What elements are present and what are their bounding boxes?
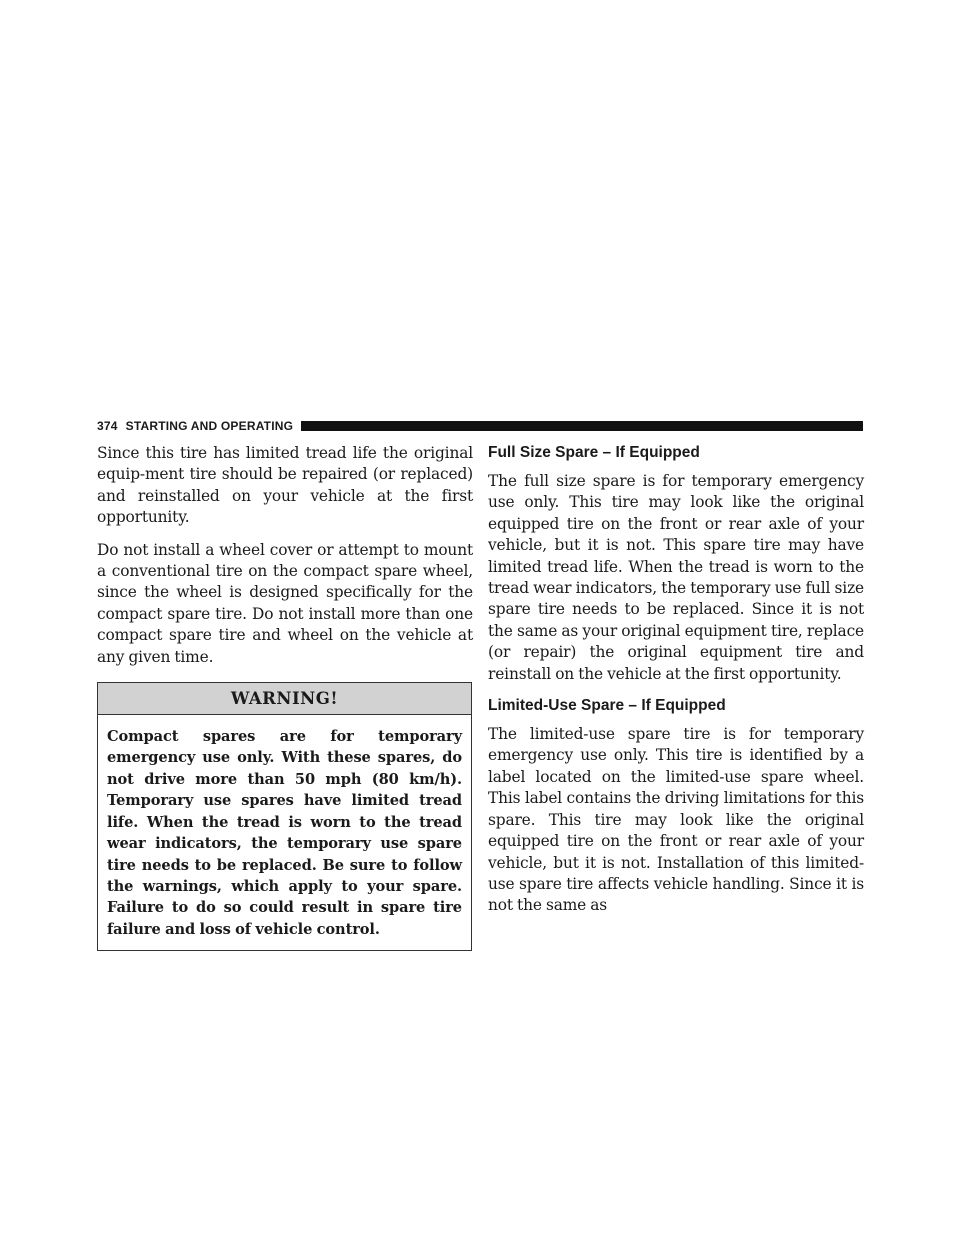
full-size-spare-heading: Full Size Spare – If Equipped	[488, 444, 700, 461]
section-title: STARTING AND OPERATING	[125, 419, 294, 433]
paragraph-limited-tread-life: Since this tire has limited tread life the original equip-ment tire should be repaired (or replaced) and reinstalled on your vehicle at the first opportunity.	[97, 444, 473, 527]
warning-text: Compact spares are for temporary emergency use only. With these spares, do not drive more than 50 mph (80 km/h). Temporary use spares have limited tread life. When the tread is worn to the tread wear indicators, the temporary use spare tire needs to be replaced. Be sure to follow the warnings, which apply to your spare. Failure to do so could result in spare tire failure and loss of vehicle control.	[107, 728, 462, 938]
page-number: 374	[97, 419, 118, 433]
warning-title: WARNING!	[98, 683, 471, 715]
limited-use-spare-text: The limited-use spare tire is for temporary emergency use only. This tire is identified by a label located on the limited-use spare wheel. This label contains the driving limitations for this spare. This tire may look like the original equipped tire on the front or rear axle of your vehicle, but it is not. Installation of this limited-use spare tire affects vehicle handling. Since it is not the same as	[488, 725, 864, 915]
page-header	[97, 419, 863, 433]
full-size-spare-text: The full size spare is for temporary emergency use only. This tire may look like the original equipped tire on the front or rear axle of your vehicle, but it is not. This spare tire may have limited tread life. When the tread is worn to the tread wear indicators, the temporary use full size spare tire needs to be replaced. Since it is not the same as your original equipment tire, replace (or repair) the original equipment tire and reinstall on the vehicle at the first opportunity.	[488, 472, 864, 683]
header-rule	[301, 421, 863, 431]
left-column	[97, 443, 473, 951]
limited-use-spare-heading: Limited-Use Spare – If Equipped	[488, 697, 726, 715]
warning-box	[97, 682, 472, 951]
paragraph-wheel-cover: Do not install a wheel cover or attempt to mount a conventional tire on the compact spare wheel, since the wheel is designed specifically for the compact spare tire. Do not install more than one compact spare tire and wheel on the vehicle at any given time.	[97, 540, 473, 666]
right-column	[488, 443, 864, 928]
